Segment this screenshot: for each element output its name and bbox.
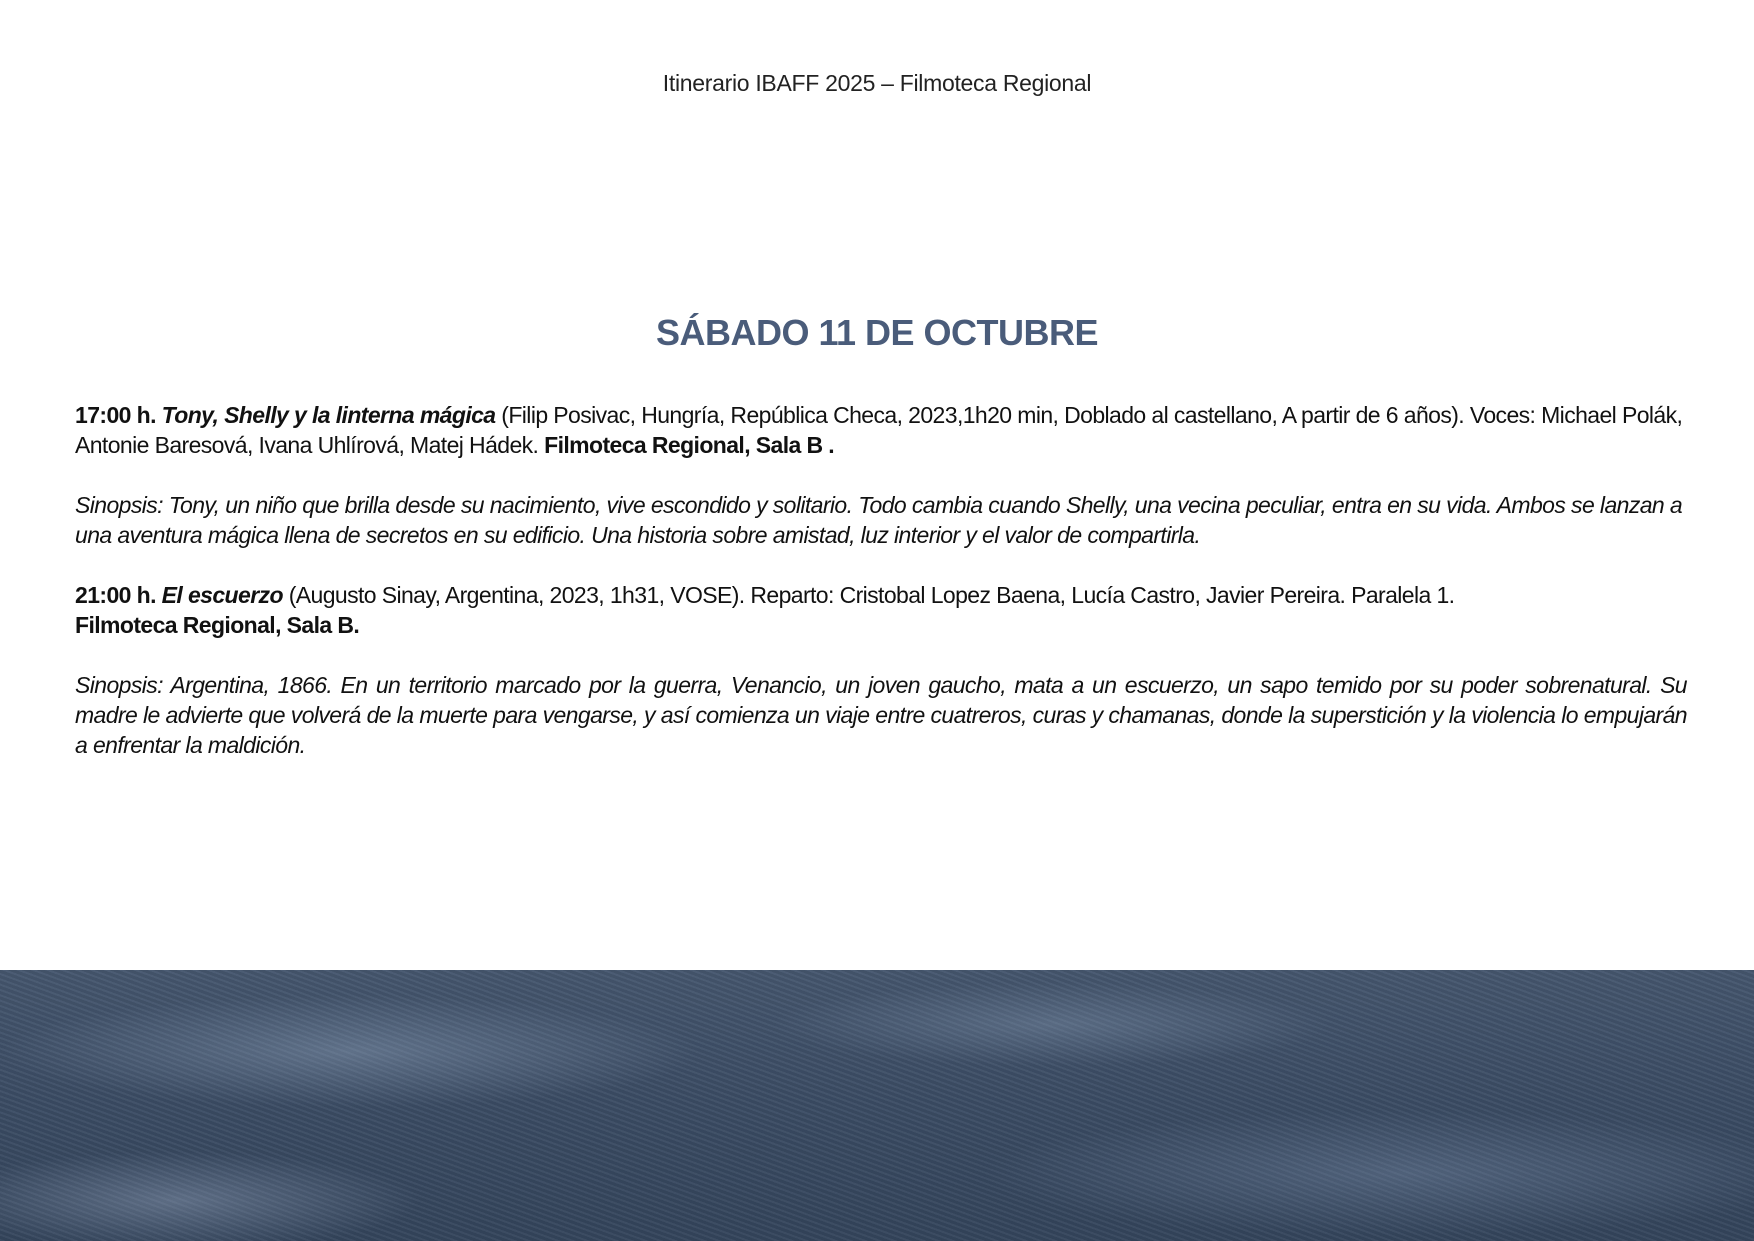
event-entry — [75, 400, 1687, 460]
film-title: El escuerzo — [161, 582, 283, 608]
event-venue: Filmoteca Regional, Sala B. — [75, 612, 360, 638]
film-details: (Filip Posivac, Hungría, República Checa, 2023,1h20 min, Doblado al castellano, A partir de 6 años). Voces: Michael Polák, Antonie Baresová, Ivana Uhlírová, Matej Hádek. — [75, 402, 1683, 458]
decorative-stone-texture-footer — [0, 970, 1754, 1241]
event-synopsis: Sinopsis: Tony, un niño que brilla desde su nacimiento, vive escondido y solitario. Todo cambia cuando Shelly, una vecina peculiar, entra en su vida. Ambos se lanzan a una aventura mágica llena de secretos en su edificio. Una historia sobre amistad, luz interior y el valor de compartirla. — [75, 492, 1683, 548]
day-title: SÁBADO 11 DE OCTUBRE — [655, 312, 1099, 353]
document-header: Itinerario IBAFF 2025 – Filmoteca Regional — [662, 70, 1092, 96]
event-entry — [75, 580, 1687, 640]
film-title: Tony, Shelly y la linterna mágica — [161, 402, 496, 428]
film-details: (Augusto Sinay, Argentina, 2023, 1h31, VOSE). Reparto: Cristobal Lopez Baena, Lucía Castro, Javier Pereira. Paralela 1. — [282, 582, 1455, 608]
schedule — [75, 400, 1687, 790]
event-time: 21:00 h. — [75, 582, 156, 608]
event-time: 17:00 h. — [75, 402, 156, 428]
event-venue: Filmoteca Regional, Sala B . — [544, 432, 835, 458]
event-synopsis: Sinopsis: Argentina, 1866. En un territorio marcado por la guerra, Venancio, un joven gaucho, mata a un escuerzo, un sapo temido por su poder sobrenatural. Su madre le advierte que volverá de la muerte para vengarse, y así comienza un viaje entre cuatreros, curas y chamanas, donde la superstición y la violencia lo empujarán a enfrentar la maldición. — [75, 672, 1687, 758]
